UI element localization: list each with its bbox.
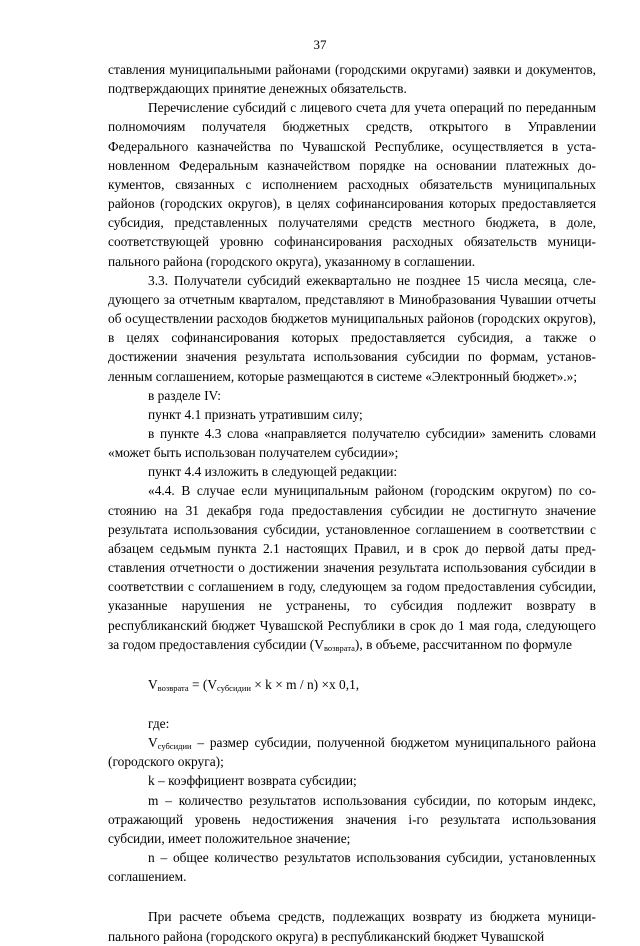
subscript: возврата [323,642,355,653]
definition-v-text: – размер субсидии, полученной бюджетом муниципального района (городского округа); [108,735,596,770]
formula [108,675,596,694]
definition-v [108,733,596,771]
definition-n: n – общее количество результатов использования субсидии, установленных соглашением. [108,850,596,885]
paragraph-4-4 [108,481,596,653]
definition-k: k – коэффициент возврата субсидии; [148,773,357,789]
document-body [108,60,596,946]
formula-subscript-subsidy: субсидии [217,682,251,693]
paragraph: в разделе IV: [148,387,221,403]
definition-v-letter: V [148,735,158,751]
definition-where: где: [148,716,170,731]
page-number: 37 [313,37,327,52]
definition-v-subscript: субсидии [157,741,192,752]
paragraph: в пункте 4.3 слова «направляется получателю субсидии» заменить словами «может быть использован получателем субсидии»; [108,425,596,461]
paragraph-text: «4.4. В случае если муниципальным районом (городским округом) по состоянию на 31 декабря года предоставления субсидии не достигнуто значение результата использования субсидии, установленное соглашением в соответствии с абзацем седьмым пункта 2.1 настоящих Правил, и в срок до первой даты представления отчетности о достижении значения результата использования субсидии в соответствии с соглашением в году, следующем за годом предоставления субсидии, указанные нарушения не устранены, то субсидия подлежит возврату в республиканский бюджет Чувашской Республики в срок до 1 мая года, следующего за годом предоставления субсидии (V [108,483,596,652]
paragraph: Перечисление субсидий с лицевого счета для учета операций по переданным полномочиям получателя бюджетных средств, открытого в Управлении Федерального казначейства по Чувашской Республике, осуществляется в установленном Федеральным казначейством порядке на основании платежных документов, связанных с исполнением расходных обязательств муниципальных районов (городских округов), в целях софинансирования которых предоставляется субсидия, представленных получателями средств местного бюджета, в доле, соответствующей уровню софинансирования расходных обязательств муниципального района (городского округа), указанному в соглашении. [108,100,596,269]
definition-m: m – количество результатов использования субсидии, по которым индекс, отражающий уровень недостижения значения i-го результата использования субсидии, имеет положительное значение; [108,792,596,846]
paragraph: пункт 4.1 признать утратившим силу; [148,406,363,422]
spacer [108,886,596,907]
formula-tail: × k × m / n) ×x 0,1, [250,676,360,692]
paragraph: ставления муниципальными районами (городскими округами) заявки и документов, подтверждающих принятие денежных обязательств. [108,62,596,97]
final-paragraph: При расчете объема средств, подлежащих возврату из бюджета муниципального района (городского округа) в республиканский бюджет Чувашской [108,909,596,944]
paragraph: 3.3. Получатели субсидий ежеквартально не позднее 15 числа месяца, следующего за отчетным кварталом, представляют в Минобразования Чувашии отчеты об осуществлении расходов бюджетов муниципальных районов (городских округов), в целях софинансирования которых предоставляется субсидия, а также о достижении значения результата использования субсидии по формам, установленным соглашением, которые размещаются в системе «Электронный бюджет».»; [108,272,596,384]
formula-subscript-return: возврата [157,682,189,693]
paragraph-tail: ), в объеме, рассчитанном по формуле [354,636,572,652]
formula-mid: = (V [188,676,218,692]
paragraph: пункт 4.4 изложить в следующей редакции: [148,464,398,480]
formula-v: V [148,676,158,692]
